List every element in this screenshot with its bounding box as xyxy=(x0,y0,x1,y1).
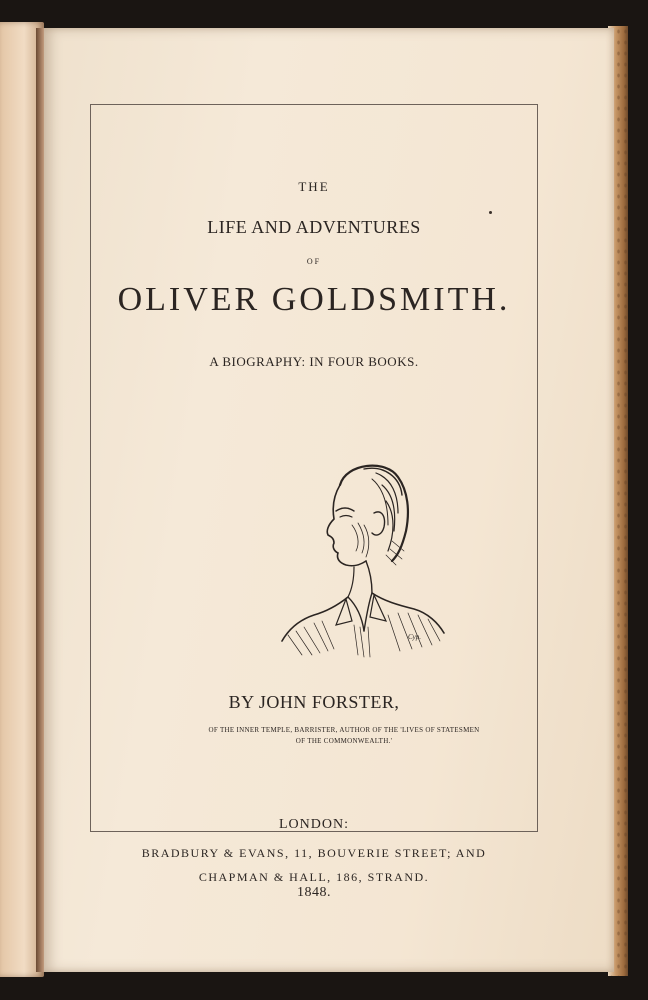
author-line: BY JOHN FORSTER, xyxy=(228,692,400,712)
title-life-and-adventures: LIFE AND ADVENTURES xyxy=(207,217,421,237)
title-the: THE xyxy=(298,179,330,194)
author-credit xyxy=(119,725,539,747)
publisher-line-1: BRADBURY & EVANS, 11, BOUVERIE STREET; AND xyxy=(141,846,487,860)
portrait-signature: Cyp. xyxy=(408,633,422,641)
title-page-border xyxy=(90,104,538,900)
title-subject-name: OLIVER GOLDSMITH. xyxy=(117,281,511,318)
imprint-publishers xyxy=(91,841,537,889)
portrait-engraving xyxy=(268,455,448,661)
title-page xyxy=(44,28,614,972)
author-credit-line-2: OF THE COMMONWEALTH.' xyxy=(295,737,393,745)
imprint-year: 1848. xyxy=(297,885,331,900)
title-of: OF xyxy=(306,257,322,266)
imprint-place: LONDON: xyxy=(279,817,349,832)
publisher-line-2: CHAPMAN & HALL, 186, STRAND. xyxy=(198,870,430,884)
author-credit-line-1: OF THE INNER TEMPLE, BARRISTER, AUTHOR OF THE 'LIVES OF STATESMEN xyxy=(208,726,480,734)
title-subtitle: A BIOGRAPHY: IN FOUR BOOKS. xyxy=(209,354,419,369)
